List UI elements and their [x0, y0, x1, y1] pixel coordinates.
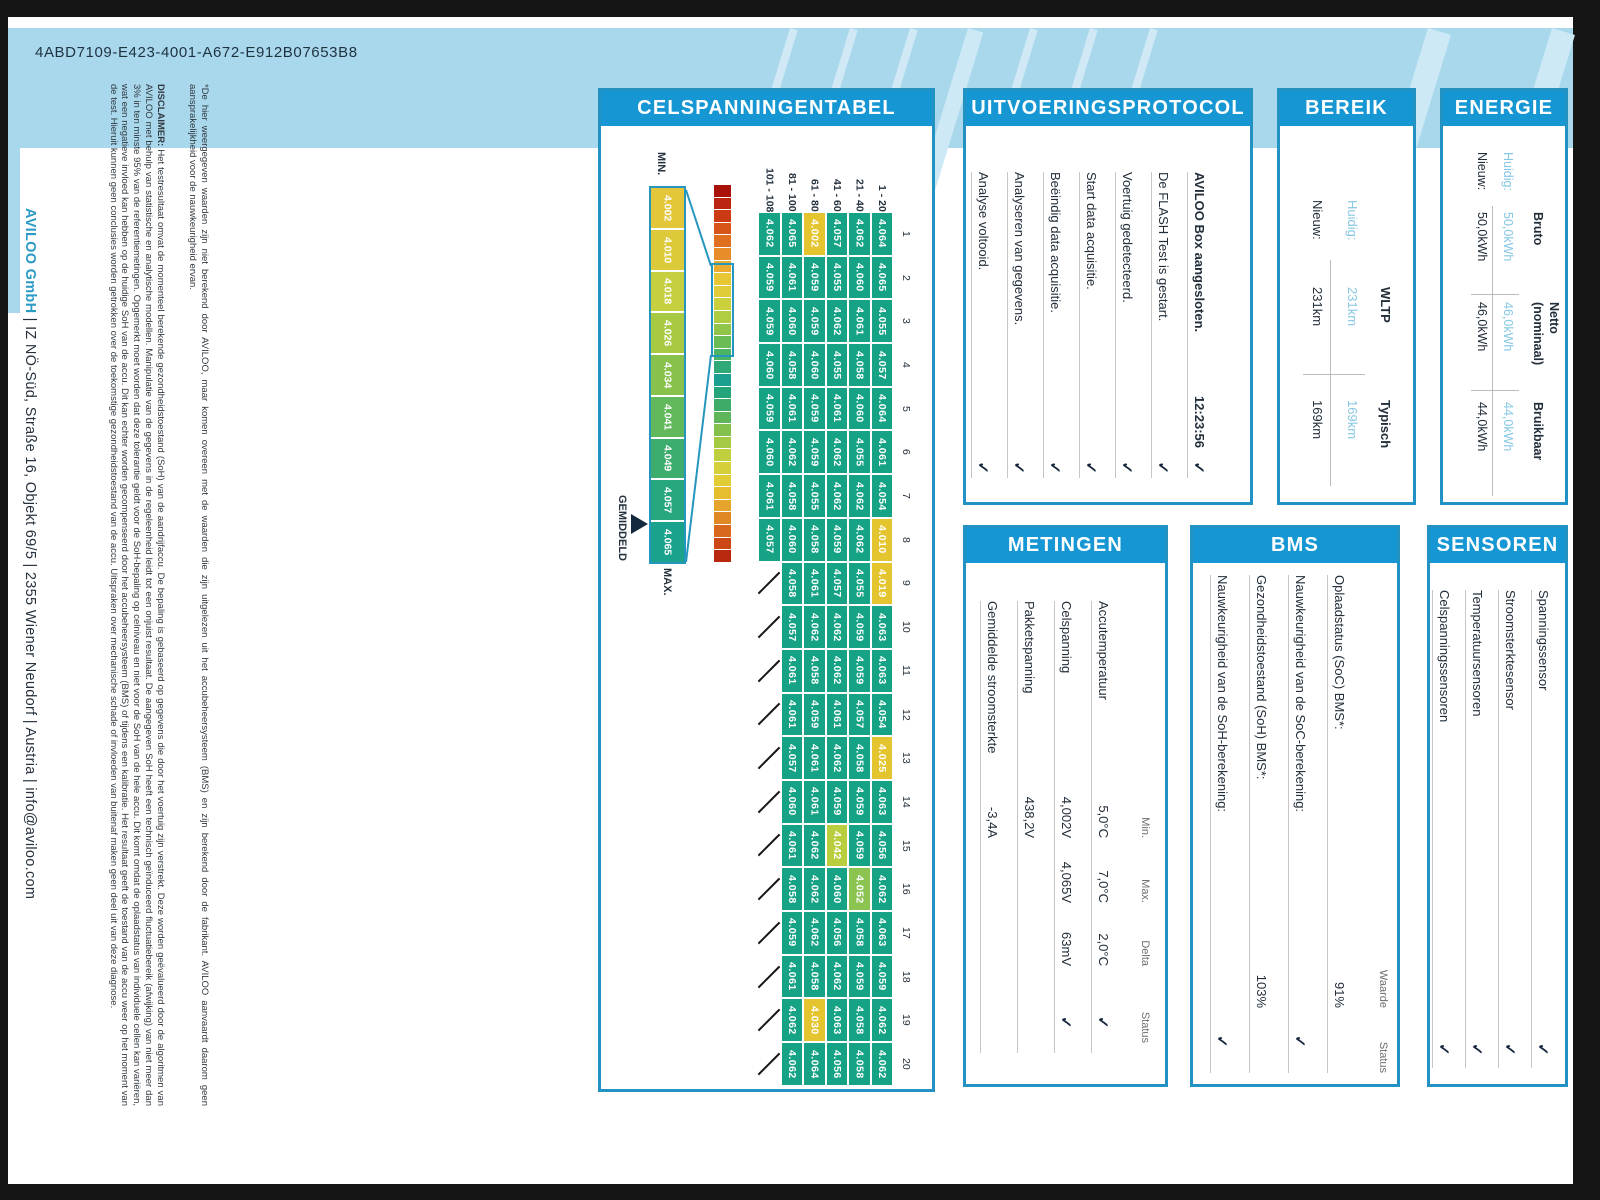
voltage-cell: 4.056: [826, 911, 849, 955]
row-number: 18: [900, 970, 912, 983]
gradient-segment: [714, 525, 731, 537]
metingen-row: Gemiddelde stroomsterkte -3,4A: [980, 601, 1018, 1053]
panel-bms: [1190, 525, 1400, 1087]
empty-cell: [758, 562, 781, 606]
sensoren-row: Celspanningssensoren ✓: [1432, 590, 1466, 1068]
voltage-cell: 4.060: [848, 387, 871, 431]
panel-title-sensoren: SENSOREN: [1430, 528, 1565, 563]
cell-group-header: 61 - 80: [808, 179, 821, 212]
metingen-header-min: Min.: [1139, 817, 1151, 838]
scale-box: 4.065: [651, 522, 684, 562]
voltage-cell: 4.063: [871, 605, 894, 649]
voltage-cell: 4.054: [871, 474, 894, 518]
disclaimer-note: *De hier weergegeven waarden zijn niet berekend door AVILOO, maar komen overeen met de waarden die zijn uitgelezen uit het accubeheersysteem (BMS) en zijn berekend door de fabrikant. AVILOO aanvaardt daarom geen aansprakelijkheid voor de nauwkeurigheid ervan.: [187, 84, 210, 1106]
protocol-row: Start data acquisitie. ✓: [1079, 172, 1116, 478]
gradient-segment: [714, 487, 731, 499]
panel-energie: ENERGIE Bruto Netto (nominaal) Bruikbaar Huidig: 50,0kWh 46,0kWh 44,0kWh Nieuw: 50,0kWh 46,0kWh 44,0kWh: [1440, 88, 1568, 505]
panel-title-metingen: METINGEN: [966, 528, 1165, 563]
cell-column: [848, 212, 871, 1086]
celspanningentabel-content: [601, 126, 932, 1089]
gradient-segment: [714, 550, 731, 562]
voltage-cell: 4.061: [781, 824, 804, 868]
cell-row-numbers: [897, 212, 915, 1086]
disclaimer-block: [78, 84, 210, 1106]
voltage-cell: 4.061: [803, 736, 826, 780]
disclaimer-text: DISCLAIMER: Het testresultaat omvat de momenteel berekende gezondheidstoestand (SoH) van de aandrijfaccu. De bepaling is gebaseerd op gegevens die door het voertuig zijn verstrekt. Deze worden geëvalueerd door de algoritmen van AVILOO met behulp van statistische en analytische modellen. Manipulatie van de gegevens in de regeleenheid leidt tot een onjuist resultaat. De aangegeven SoH heeft een technisch geïnduceerd fluctuatiebereik (afwijking) van niet meer dan 3% in ten minste 95% van de referentiemetingen. Opgemerkt moet worden dat deze tolerantie geldt voor de SoH-bepaling op celniveau en niet voor de SoH van de hele accu. Dit komt omdat de oplaadstatus van individuele cellen kan variëren, wat een negatieve invloed kan hebben op de huidige SoH van de accu. Dit kan echter worden gecompenseerd door het accubeheersysteem (BMS) of tijdens een kalibratie. Het resultaat geeft de toestand van de accu weer op het moment van de test. Hieruit kunnen geen conclusies worden getrokken over de toekomstige gezondheidstoestand van de accu. Uitspraken over mechanische schade of invloeden van buitenaf maken geen deel uit van deze diagnose.: [107, 84, 167, 1106]
voltage-cell: 4.062: [848, 474, 871, 518]
check-icon: ✓: [1190, 461, 1207, 474]
voltage-cell: 4.062: [803, 824, 826, 868]
cell-column: [758, 212, 781, 1086]
voltage-cell: 4.063: [871, 780, 894, 824]
max-label: MAX.: [661, 568, 673, 596]
empty-cell: [758, 867, 781, 911]
row-number: 5: [900, 405, 912, 412]
empty-cell: [758, 1042, 781, 1086]
voltage-cell: 4.059: [781, 911, 804, 955]
voltage-cell: 4.058: [848, 1042, 871, 1086]
cell-group-header: 81 - 100: [785, 173, 798, 212]
voltage-cell: 4.064: [803, 1042, 826, 1086]
voltage-cell: 4.056: [826, 1042, 849, 1086]
protocol-row: Analyse voltooid. ✓: [971, 172, 1008, 478]
voltage-cell: 4.055: [848, 430, 871, 474]
gradient-segment: [714, 500, 731, 512]
metingen-row: Accutemperatuur 5,0°C 7,0°C 2,0°C ✓: [1091, 601, 1129, 1053]
check-icon: ✓: [1094, 1016, 1111, 1029]
voltage-cell: 4.059: [848, 955, 871, 999]
voltage-cell: 4.058: [848, 343, 871, 387]
gradient-zoom-window: [711, 263, 734, 357]
scale-box: 4.034: [651, 355, 684, 395]
voltage-cell: 4.058: [848, 736, 871, 780]
voltage-cell: 4.062: [781, 998, 804, 1042]
cell-group-header: 41 - 60: [830, 179, 843, 212]
gradient-segment: [714, 399, 731, 411]
cell-voltage-grid: [758, 212, 893, 1086]
gradient-segment: [714, 235, 731, 247]
gradient-segment: [714, 361, 731, 373]
voltage-cell: 4.062: [826, 474, 849, 518]
cell-column: [826, 212, 849, 1086]
voltage-cell: 4.061: [781, 387, 804, 431]
voltage-cell: 4.062: [848, 212, 871, 256]
voltage-cell: 4.065: [781, 212, 804, 256]
panel-title-celspanningentabel: CELSPANNINGENTABEL: [601, 91, 932, 126]
voltage-cell: 4.061: [826, 387, 849, 431]
voltage-gradient-bar: [714, 185, 731, 562]
protocol-timestamp: 12:23:56: [1192, 395, 1207, 448]
energie-col-netto: Netto: [1547, 302, 1561, 334]
voltage-cell: 4.058: [848, 998, 871, 1042]
row-number: 15: [900, 839, 912, 852]
row-number: 10: [900, 621, 912, 633]
row-number: 12: [900, 708, 912, 721]
voltage-cell: 4.059: [826, 518, 849, 562]
voltage-cell: 4.062: [826, 430, 849, 474]
gradient-segment: [714, 387, 731, 399]
row-number: 8: [900, 536, 912, 543]
voltage-cell: 4.060: [781, 299, 804, 343]
voltage-cell: 4.058: [803, 518, 826, 562]
panel-title-energie: ENERGIE: [1443, 91, 1565, 126]
voltage-cell: 4.062: [803, 605, 826, 649]
footer-address: | IZ NÖ-Süd, Straße 16, Objekt 69/5 | 2355 Wiener Neudorf | Austria | info@aviloo.com: [22, 313, 38, 900]
cell-column: [803, 212, 826, 1086]
energie-col-separator: [1471, 294, 1519, 295]
bereik-row-separator: [1330, 260, 1331, 486]
panel-metingen: [963, 525, 1168, 1087]
row-number: 13: [900, 752, 912, 764]
voltage-cell: 4.056: [871, 824, 894, 868]
voltage-cell: 4.057: [758, 518, 781, 562]
gradient-segment: [714, 475, 731, 487]
voltage-cell: 4.065: [871, 256, 894, 300]
voltage-cell: 4.055: [871, 299, 894, 343]
voltage-cell: 4.062: [826, 299, 849, 343]
voltage-cell: 4.060: [758, 430, 781, 474]
voltage-cell: 4.061: [803, 562, 826, 606]
voltage-cell: 4.059: [803, 256, 826, 300]
header-band-left-edge: [8, 28, 20, 313]
voltage-cell: 4.062: [803, 867, 826, 911]
voltage-cell: 4.055: [803, 474, 826, 518]
energie-col-netto2: (nominaal): [1531, 302, 1545, 366]
bereik-col-wltp: WLTP: [1378, 287, 1393, 323]
scale-box: 4.049: [651, 439, 684, 479]
voltage-cell: 4.058: [781, 867, 804, 911]
protocol-row: Analyseren van gegevens. ✓: [1007, 172, 1044, 478]
gradient-segment: [714, 462, 731, 474]
empty-cell: [758, 693, 781, 737]
check-icon: ✓: [1118, 461, 1135, 474]
metingen-header-status: Status: [1139, 1011, 1151, 1043]
voltage-cell: 4.055: [826, 256, 849, 300]
row-number: 2: [900, 274, 912, 281]
voltage-cell: 4.059: [758, 299, 781, 343]
check-icon: ✓: [1534, 1043, 1551, 1056]
empty-cell: [758, 955, 781, 999]
scale-box: 4.010: [651, 230, 684, 270]
voltage-cell: 4.062: [781, 430, 804, 474]
voltage-cell: 4.057: [871, 343, 894, 387]
voltage-cell: 4.057: [781, 605, 804, 649]
voltage-cell: 4.064: [871, 212, 894, 256]
voltage-cell: 4.058: [781, 343, 804, 387]
voltage-cell: 4.058: [803, 955, 826, 999]
empty-cell: [758, 736, 781, 780]
gradient-segment: [714, 374, 731, 386]
voltage-cell: 4.059: [848, 780, 871, 824]
voltage-cell: 4.058: [781, 562, 804, 606]
voltage-cell: 4.062: [848, 518, 871, 562]
panel-uitvoeringsprotocol: [963, 88, 1253, 505]
row-number: 3: [900, 318, 912, 325]
voltage-cell: 4.059: [803, 430, 826, 474]
row-number: 20: [900, 1058, 912, 1070]
metingen-header-max: Max.: [1139, 879, 1151, 903]
bms-row: Gezondheidstoestand (SoH) BMS*: 103%: [1249, 575, 1289, 1073]
gradient-segment: [714, 412, 731, 424]
voltage-cell: 4.062: [826, 605, 849, 649]
row-number: 19: [900, 1014, 912, 1027]
voltage-cell: 4.058: [803, 649, 826, 693]
protocol-row: Beëindig data acquisitie. ✓: [1043, 172, 1080, 478]
gradient-segment: [714, 185, 731, 197]
check-icon: ✓: [1468, 1043, 1485, 1056]
scale-box: 4.057: [651, 480, 684, 520]
row-number: 14: [900, 795, 912, 808]
panel-bereik: BEREIK WLTP Typisch Huidig: 231km 169km Nieuw: 231km 169km: [1277, 88, 1416, 505]
voltage-cell: 4.058: [781, 474, 804, 518]
check-icon: ✓: [1291, 1035, 1308, 1048]
voltage-cell: 4.057: [848, 693, 871, 737]
row-number: 17: [900, 927, 912, 939]
voltage-cell: 4.025: [871, 736, 894, 780]
voltage-cell: 4.062: [871, 998, 894, 1042]
check-icon: ✓: [1154, 461, 1171, 474]
voltage-cell: 4.060: [758, 343, 781, 387]
voltage-cell: 4.063: [871, 649, 894, 693]
metingen-header-delta: Delta: [1139, 940, 1151, 966]
voltage-cell: 4.002: [803, 212, 826, 256]
panel-title-uitvoeringsprotocol: UITVOERINGSPROTOCOL: [966, 91, 1250, 126]
empty-cell: [758, 824, 781, 868]
voltage-cell: 4.054: [871, 693, 894, 737]
voltage-cell: 4.061: [826, 693, 849, 737]
bms-row: Oplaadstatus (SoC) BMS*: 91%: [1327, 575, 1367, 1073]
row-number: 1: [900, 230, 912, 237]
cell-group-header: 101 - 108: [763, 167, 776, 212]
voltage-cell: 4.062: [826, 736, 849, 780]
voltage-cell: 4.058: [848, 911, 871, 955]
bms-row: Nauwkeurigheid van de SoC-berekening: ✓: [1288, 575, 1328, 1073]
scale-box: 4.041: [651, 397, 684, 437]
voltage-scale: [649, 186, 686, 564]
voltage-cell: 4.055: [848, 562, 871, 606]
row-number: 6: [900, 449, 912, 456]
metingen-row: Pakketspanning 438,2V: [1017, 601, 1055, 1053]
empty-cell: [758, 998, 781, 1042]
bms-row: Nauwkeurigheid van de SoH-berekening: ✓: [1210, 575, 1250, 1073]
average-marker-triangle: [631, 514, 648, 534]
row-number: 11: [900, 665, 912, 677]
bms-header-status: Status: [1377, 1041, 1389, 1073]
energie-col-bruikbaar: Bruikbaar: [1531, 402, 1545, 461]
bms-header-waarde: Waarde: [1377, 969, 1389, 1008]
voltage-cell: 4.061: [781, 256, 804, 300]
voltage-cell: 4.057: [781, 736, 804, 780]
voltage-cell: 4.062: [781, 1042, 804, 1086]
voltage-cell: 4.059: [826, 780, 849, 824]
scale-box: 4.002: [651, 188, 684, 228]
voltage-cell: 4.055: [826, 343, 849, 387]
cell-group-headers: [758, 134, 893, 212]
gradient-segment: [714, 512, 731, 524]
voltage-cell: 4.062: [803, 911, 826, 955]
gradient-segment: [714, 210, 731, 222]
voltage-cell: 4.062: [758, 212, 781, 256]
protocol-row: De FLASH Test is gestart. ✓: [1151, 172, 1188, 478]
voltage-cell: 4.059: [803, 299, 826, 343]
check-icon: ✓: [1057, 1016, 1074, 1029]
gradient-segment: [714, 424, 731, 436]
voltage-cell: 4.061: [758, 474, 781, 518]
gradient-segment: [714, 437, 731, 449]
average-label: GEMIDDELD: [616, 495, 628, 561]
voltage-cell: 4.062: [826, 955, 849, 999]
check-icon: ✓: [1435, 1043, 1452, 1056]
voltage-cell: 4.059: [848, 649, 871, 693]
bereik-col-typisch: Typisch: [1378, 400, 1393, 449]
protocol-row: AVILOO Box aangesloten. 12:23:56 ✓: [1187, 172, 1224, 478]
gradient-segment: [714, 223, 731, 235]
voltage-cell: 4.059: [848, 824, 871, 868]
gradient-segment: [714, 248, 731, 260]
panel-sensoren: [1427, 525, 1568, 1087]
row-number: 9: [900, 580, 912, 587]
check-icon: ✓: [974, 461, 991, 474]
empty-cell: [758, 605, 781, 649]
voltage-cell: 4.042: [826, 824, 849, 868]
gradient-segment: [714, 198, 731, 210]
voltage-cell: 4.030: [803, 998, 826, 1042]
voltage-cell: 4.062: [871, 867, 894, 911]
voltage-cell: 4.061: [848, 299, 871, 343]
voltage-cell: 4.061: [781, 693, 804, 737]
voltage-cell: 4.059: [803, 387, 826, 431]
footer-company: AVILOO GmbH: [22, 208, 38, 314]
report-uuid: 4ABD7109-E423-4001-A672-E912B07653B8: [35, 44, 358, 61]
protocol-row: Voertuig gedetecteerd. ✓: [1115, 172, 1152, 478]
empty-cell: [758, 780, 781, 824]
voltage-cell: 4.060: [826, 867, 849, 911]
voltage-cell: 4.052: [848, 867, 871, 911]
voltage-cell: 4.060: [781, 780, 804, 824]
row-number: 4: [900, 361, 912, 368]
voltage-cell: 4.060: [848, 256, 871, 300]
energie-col-bruto: Bruto: [1531, 212, 1545, 246]
scale-box: 4.018: [651, 272, 684, 312]
cell-column: [781, 212, 804, 1086]
panel-celspanningentabel: [598, 88, 935, 1092]
sensoren-row: Spanningssensor ✓: [1531, 590, 1565, 1068]
panel-title-bereik: BEREIK: [1280, 91, 1413, 126]
voltage-cell: 4.061: [781, 649, 804, 693]
voltage-cell: 4.064: [871, 387, 894, 431]
voltage-cell: 4.060: [803, 343, 826, 387]
cell-group-header: 21 - 40: [853, 179, 866, 212]
cell-group-header: 1 - 20: [875, 185, 888, 212]
check-icon: ✓: [1010, 461, 1027, 474]
voltage-cell: 4.059: [758, 387, 781, 431]
min-label: MIN.: [655, 152, 667, 176]
scale-box: 4.026: [651, 313, 684, 353]
gradient-segment: [714, 449, 731, 461]
empty-cell: [758, 911, 781, 955]
voltage-cell: 4.057: [826, 212, 849, 256]
metingen-row: Celspanning 4,002V 4,065V 63mV ✓: [1054, 601, 1092, 1053]
voltage-cell: 4.061: [781, 955, 804, 999]
voltage-cell: 4.061: [871, 430, 894, 474]
voltage-cell: 4.061: [803, 780, 826, 824]
voltage-cell: 4.062: [826, 649, 849, 693]
bereik-col-separator: [1303, 374, 1365, 375]
voltage-cell: 4.059: [803, 693, 826, 737]
check-icon: ✓: [1501, 1043, 1518, 1056]
check-icon: ✓: [1213, 1035, 1230, 1048]
sensoren-row: Stroomsterktesensor ✓: [1498, 590, 1532, 1068]
voltage-cell: 4.010: [871, 518, 894, 562]
voltage-cell: 4.063: [871, 911, 894, 955]
voltage-cell: 4.062: [871, 1042, 894, 1086]
empty-cell: [758, 649, 781, 693]
check-icon: ✓: [1082, 461, 1099, 474]
cell-column: [871, 212, 894, 1086]
voltage-cell: 4.063: [826, 998, 849, 1042]
energie-col-separator: [1471, 390, 1519, 391]
voltage-cell: 4.019: [871, 562, 894, 606]
voltage-cell: 4.060: [781, 518, 804, 562]
row-number: 7: [900, 493, 912, 499]
voltage-cell: 4.057: [826, 562, 849, 606]
panel-title-bms: BMS: [1193, 528, 1397, 563]
energie-row-separator: [1492, 206, 1493, 496]
voltage-cell: 4.059: [758, 256, 781, 300]
footer: [22, 208, 38, 899]
voltage-cell: 4.059: [871, 955, 894, 999]
row-number: 16: [900, 883, 912, 895]
gradient-segment: [714, 538, 731, 550]
check-icon: ✓: [1046, 461, 1063, 474]
voltage-cell: 4.059: [848, 605, 871, 649]
sensoren-row: Temperatuursensoren ✓: [1465, 590, 1499, 1068]
